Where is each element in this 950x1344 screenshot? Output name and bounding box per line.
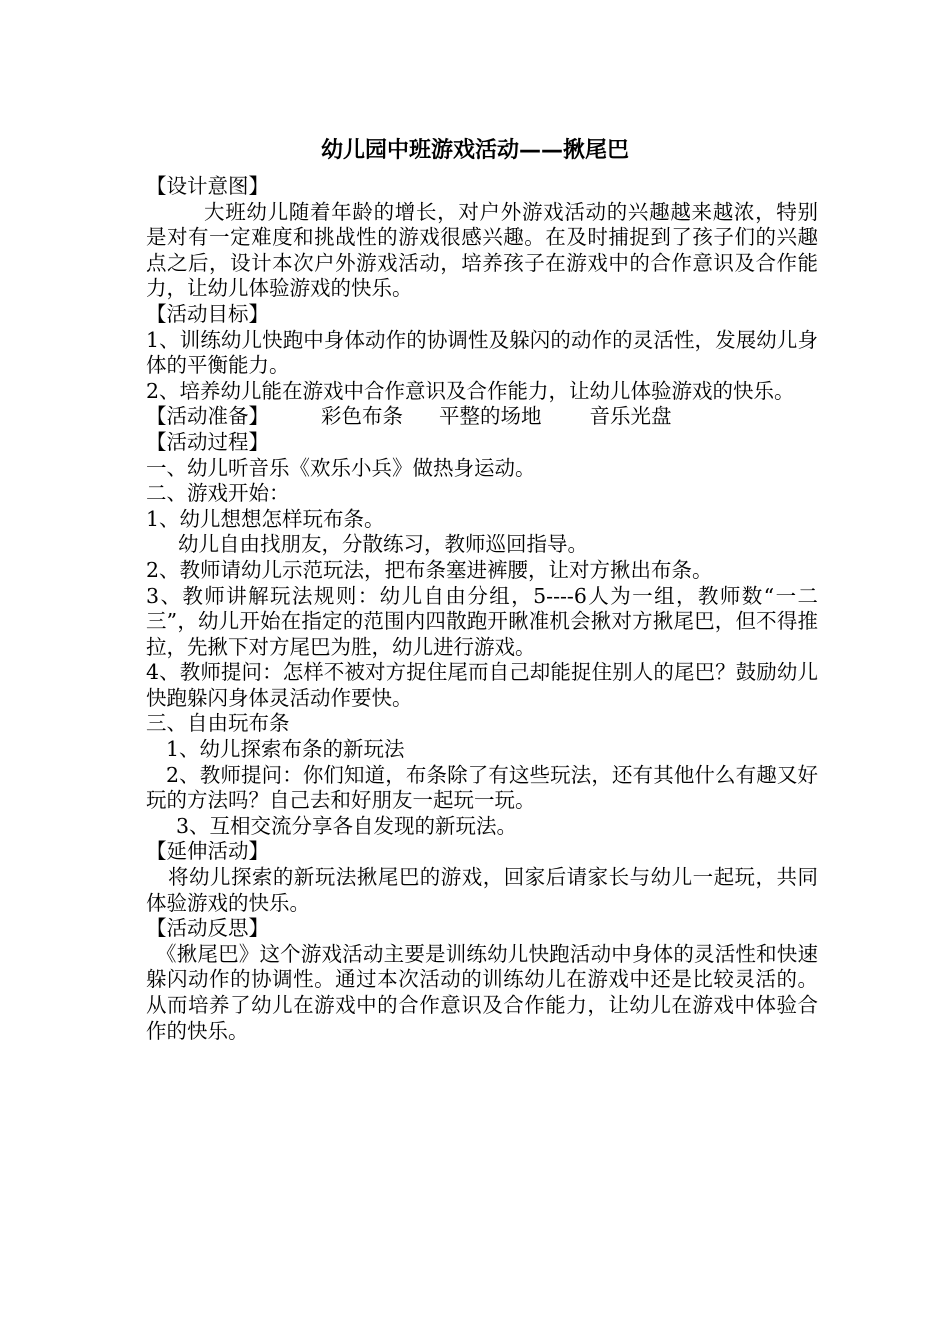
design-paragraph: 大班幼儿随着年龄的增长，对户外游戏活动的兴趣越来越浓，特别是对有一定难度和挑战性的游戏很感兴趣。在及时捕捉到了孩子们的兴趣点之后，设计本次户外游戏活动，培养孩子在游戏中的合作意识及合作能力，让幼儿体验游戏的快乐。 — [146, 199, 818, 301]
process-step-3-3: 3、互相交流分享各自发现的新玩法。 — [176, 813, 518, 838]
prep-line — [146, 404, 818, 430]
prep-item-cloth: 彩色布条 — [321, 404, 403, 429]
prep-item-music: 音乐光盘 — [589, 404, 672, 429]
section-heading-goals: 【活动目标】 — [146, 301, 269, 326]
process-step-2-1: 1、幼儿想想怎样玩布条。 — [146, 506, 385, 531]
goal-item-1: 1、训练幼儿快跑中身体动作的协调性及躲闪的动作的灵活性，发展幼儿身体的平衡能力。 — [146, 327, 818, 378]
process-step-3: 三、自由玩布条 — [146, 711, 290, 736]
section-heading-extension: 【延伸活动】 — [146, 839, 269, 864]
process-step-3-1: 1、幼儿探索布条的新玩法 — [166, 737, 405, 762]
reflection-paragraph: 《揪尾巴》这个游戏活动主要是训练幼儿快跑活动中身体的灵活性和快速躲闪动作的协调性。通过本次活动的训练幼儿在游戏中还是比较灵活的。从而培养了幼儿在游戏中的合作意识及合作能力，让幼儿在游戏中体验合作的快乐。 — [146, 941, 818, 1043]
process-step-1: 一、幼儿听音乐《欢乐小兵》做热身运动。 — [146, 455, 536, 480]
process-step-2: 二、游戏开始： — [146, 481, 290, 506]
process-step-2-3: 3、教师讲解玩法规则：幼儿自由分组，5----6人为一组，教师数“一二三”，幼儿开始在指定的范围内四散跑开瞅准机会揪对方揪尾巴，但不得推拉，先揪下对方尾巴为胜，幼儿进行游戏。 — [146, 583, 818, 659]
process-step-2-2: 2、教师请幼儿示范玩法，把布条塞进裤腰，让对方揪出布条。 — [146, 557, 713, 582]
prep-item-field: 平整的场地 — [439, 404, 542, 429]
section-heading-process: 【活动过程】 — [146, 429, 269, 454]
section-heading-design: 【设计意图】 — [146, 174, 269, 198]
process-step-3-2: 2、教师提问：你们知道，布条除了有这些玩法，还有其他什么有趣又好玩的方法吗？自己去和好朋友一起玩一玩。 — [146, 762, 818, 813]
document-title: 幼儿园中班游戏活动——揪尾巴 — [320, 138, 629, 163]
section-heading-prep: 【活动准备】 — [146, 404, 269, 429]
goal-item-2: 2、培养幼儿能在游戏中合作意识及合作能力，让幼儿体验游戏的快乐。 — [146, 378, 795, 403]
extension-paragraph: 将幼儿探索的新玩法揪尾巴的游戏，回家后请家长与幼儿一起玩，共同体验游戏的快乐。 — [146, 865, 818, 915]
process-step-2-4: 4、教师提问：怎样不被对方捉住尾而自己却能捉住别人的尾巴？鼓励幼儿快跑躲闪身体灵活动作要快。 — [146, 660, 818, 710]
process-step-2-1-detail: 幼儿自由找朋友，分散练习，教师巡回指导。 — [178, 532, 588, 557]
section-heading-reflection: 【活动反思】 — [146, 916, 269, 941]
document-body — [146, 174, 818, 1044]
